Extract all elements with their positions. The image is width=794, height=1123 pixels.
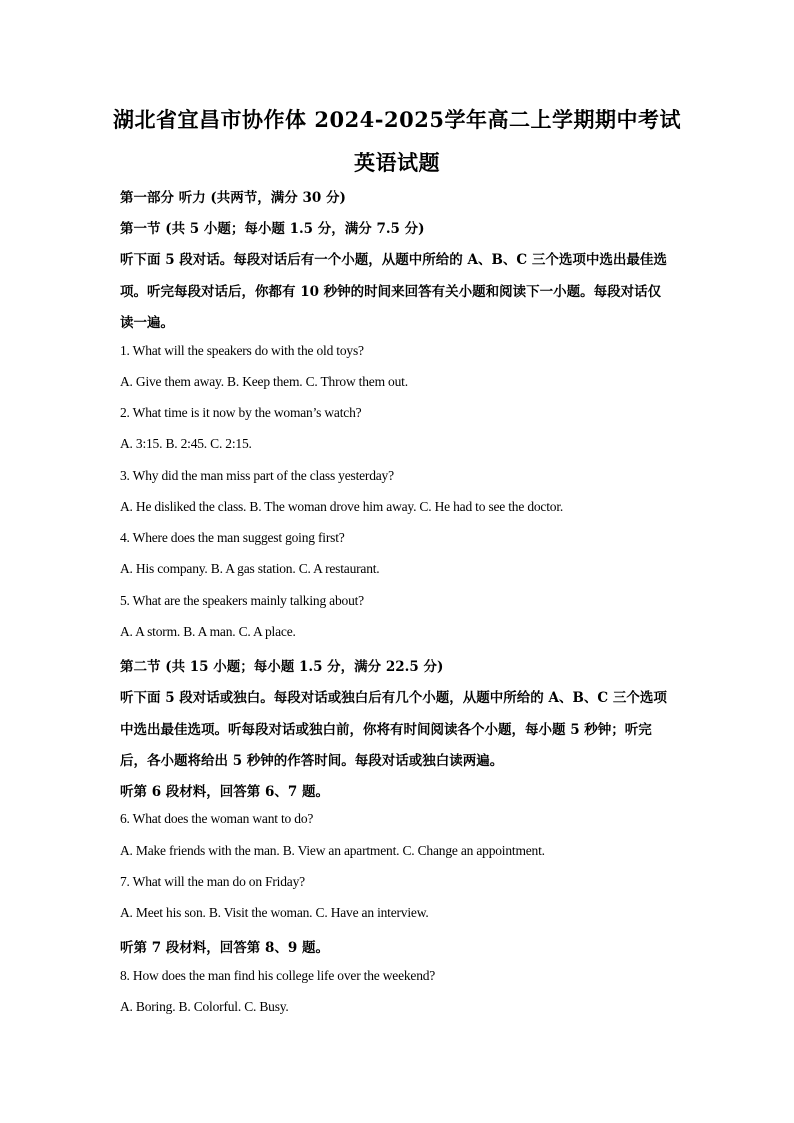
part1-heading: 第一部分 听力 (共两节，满分 30 分)	[120, 190, 346, 206]
question-7-options: A. Meet his son. B. Visit the woman. C. Have an interview.	[120, 905, 429, 920]
section1-instruction-line: 项。听完每段对话后，你都有 10 秒钟的时间来回答有关小题和阅读下一小题。每段对话仅	[120, 284, 662, 300]
material-7-heading: 听第 7 段材料，回答第 8、9 题。	[120, 940, 329, 956]
exam-title: 湖北省宜昌市协作体 2024-2025学年高二上学期期中考试	[113, 107, 681, 132]
question-8: 8. How does the man find his college life over the weekend?	[120, 968, 436, 983]
exam-subject-title: 英语试题	[354, 150, 440, 175]
question-8-options: A. Boring. B. Colorful. C. Busy.	[120, 999, 289, 1014]
section2-instruction-line: 中选出最佳选项。听每段对话或独白前，你将有时间阅读各个小题，每小题 5 秒钟；听完	[120, 722, 652, 738]
section1-instruction-line: 听下面 5 段对话。每段对话后有一个小题，从题中所给的 A、B、C 三个选项中选出最佳选	[120, 252, 667, 268]
question-1: 1. What will the speakers do with the old toys?	[120, 343, 364, 358]
question-4: 4. Where does the man suggest going first?	[120, 530, 345, 545]
question-5-options: A. A storm. B. A man. C. A place.	[120, 624, 296, 639]
section2-heading: 第二节 (共 15 小题；每小题 1.5 分，满分 22.5 分)	[120, 659, 444, 675]
question-2-options: A. 3:15. B. 2:45. C. 2:15.	[120, 436, 252, 451]
section2-instruction-line: 后，各小题将给出 5 秒钟的作答时间。每段对话或独白读两遍。	[120, 753, 504, 769]
section1-heading: 第一节 (共 5 小题；每小题 1.5 分，满分 7.5 分)	[120, 221, 425, 237]
question-6-options: A. Make friends with the man. B. View an apartment. C. Change an appointment.	[120, 843, 545, 858]
section2-instruction-line: 听下面 5 段对话或独白。每段对话或独白后有几个小题，从题中所给的 A、B、C 三个选项	[120, 690, 667, 706]
question-2: 2. What time is it now by the woman’s watch?	[120, 405, 362, 420]
question-3: 3. Why did the man miss part of the class yesterday?	[120, 468, 394, 483]
question-6: 6. What does the woman want to do?	[120, 811, 314, 826]
question-1-options: A. Give them away. B. Keep them. C. Throw them out.	[120, 374, 408, 389]
question-5: 5. What are the speakers mainly talking about?	[120, 593, 364, 608]
material-6-heading: 听第 6 段材料，回答第 6、7 题。	[120, 784, 329, 800]
question-4-options: A. His company. B. A gas station. C. A restaurant.	[120, 561, 380, 576]
question-3-options: A. He disliked the class. B. The woman drove him away. C. He had to see the doctor.	[120, 499, 564, 514]
section1-instruction-line: 读一遍。	[120, 315, 174, 331]
question-7: 7. What will the man do on Friday?	[120, 874, 305, 889]
